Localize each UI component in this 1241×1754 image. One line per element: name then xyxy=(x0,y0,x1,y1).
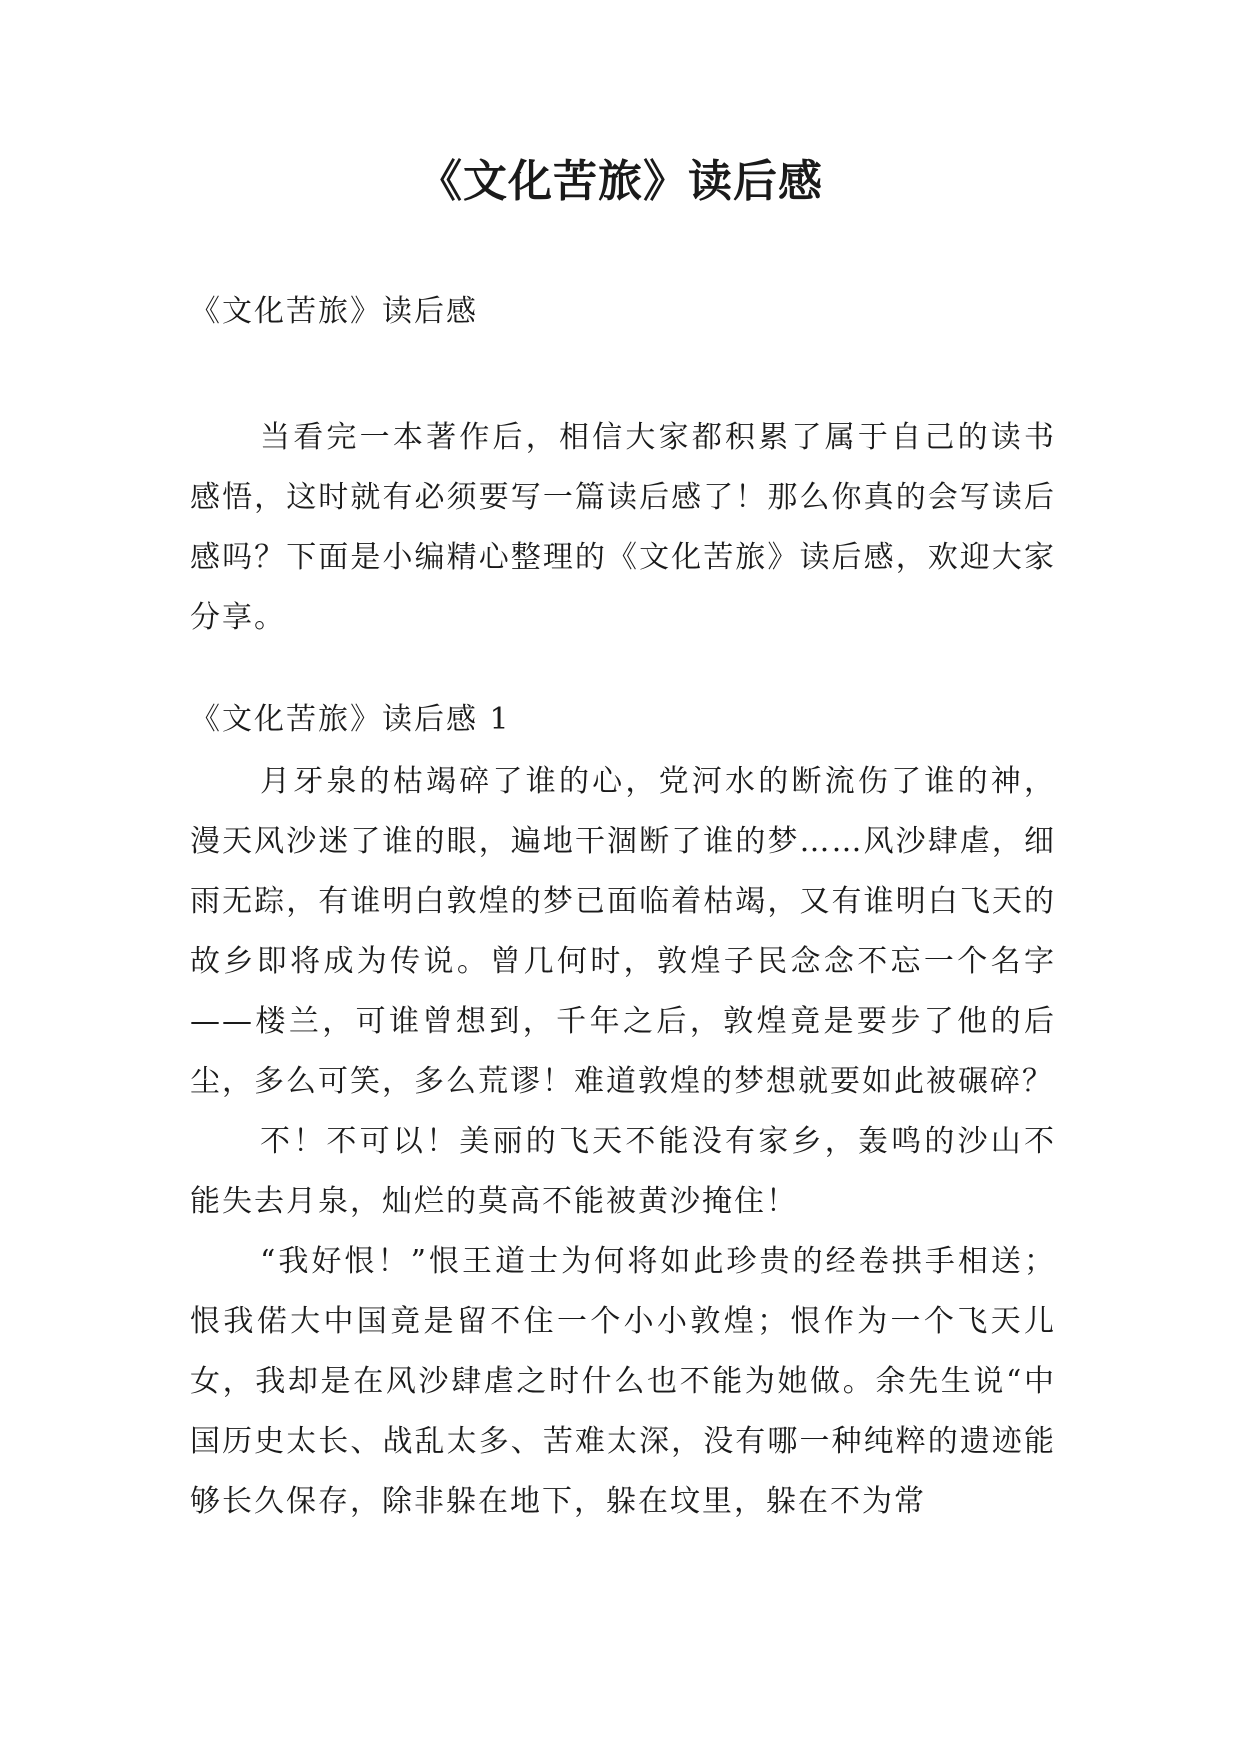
intro-paragraph: 当看完一本著作后，相信大家都积累了属于自己的读书感悟，这时就有必须要写一篇读后感了！那么你真的会写读后感吗？下面是小编精心整理的《文化苦旅》读后感，欢迎大家分享。 xyxy=(190,420,1056,635)
document-subtitle: 《文化苦旅》读后感 xyxy=(190,294,478,329)
section-paragraph: 月牙泉的枯竭碎了谁的心，党河水的断流伤了谁的神，漫天风沙迷了谁的眼，遍地干涸断了谁的梦……风沙肆虐，细雨无踪，有谁明白敦煌的梦已面临着枯竭，又有谁明白飞天的故乡即将成为传说。曾几何时，敦煌子民念念不忘一个名字——楼兰，可谁曾想到，千年之后，敦煌竟是要步了他的后尘，多么可笑，多么荒谬！难道敦煌的梦想就要如此被碾碎？ xyxy=(190,764,1056,1099)
document-title: 《文化苦旅》读后感 xyxy=(418,156,823,207)
section-paragraph: 不！不可以！美丽的飞天不能没有家乡，轰鸣的沙山不能失去月泉，灿烂的莫高不能被黄沙掩住！ xyxy=(190,1124,1056,1219)
section-body xyxy=(190,752,1056,1532)
section-heading: 《文化苦旅》读后感 1 xyxy=(190,702,511,737)
section-paragraph: “我好恨！”恨王道士为何将如此珍贵的经卷拱手相送；恨我偌大中国竟是留不住一个小小敦煌；恨作为一个飞天儿女，我却是在风沙肆虐之时什么也不能为她做。余先生说“中国历史太长、战乱太多、苦难太深，没有哪一种纯粹的遗迹能够长久保存，除非躲在地下，躲在坟里，躲在不为常 xyxy=(190,1244,1056,1519)
